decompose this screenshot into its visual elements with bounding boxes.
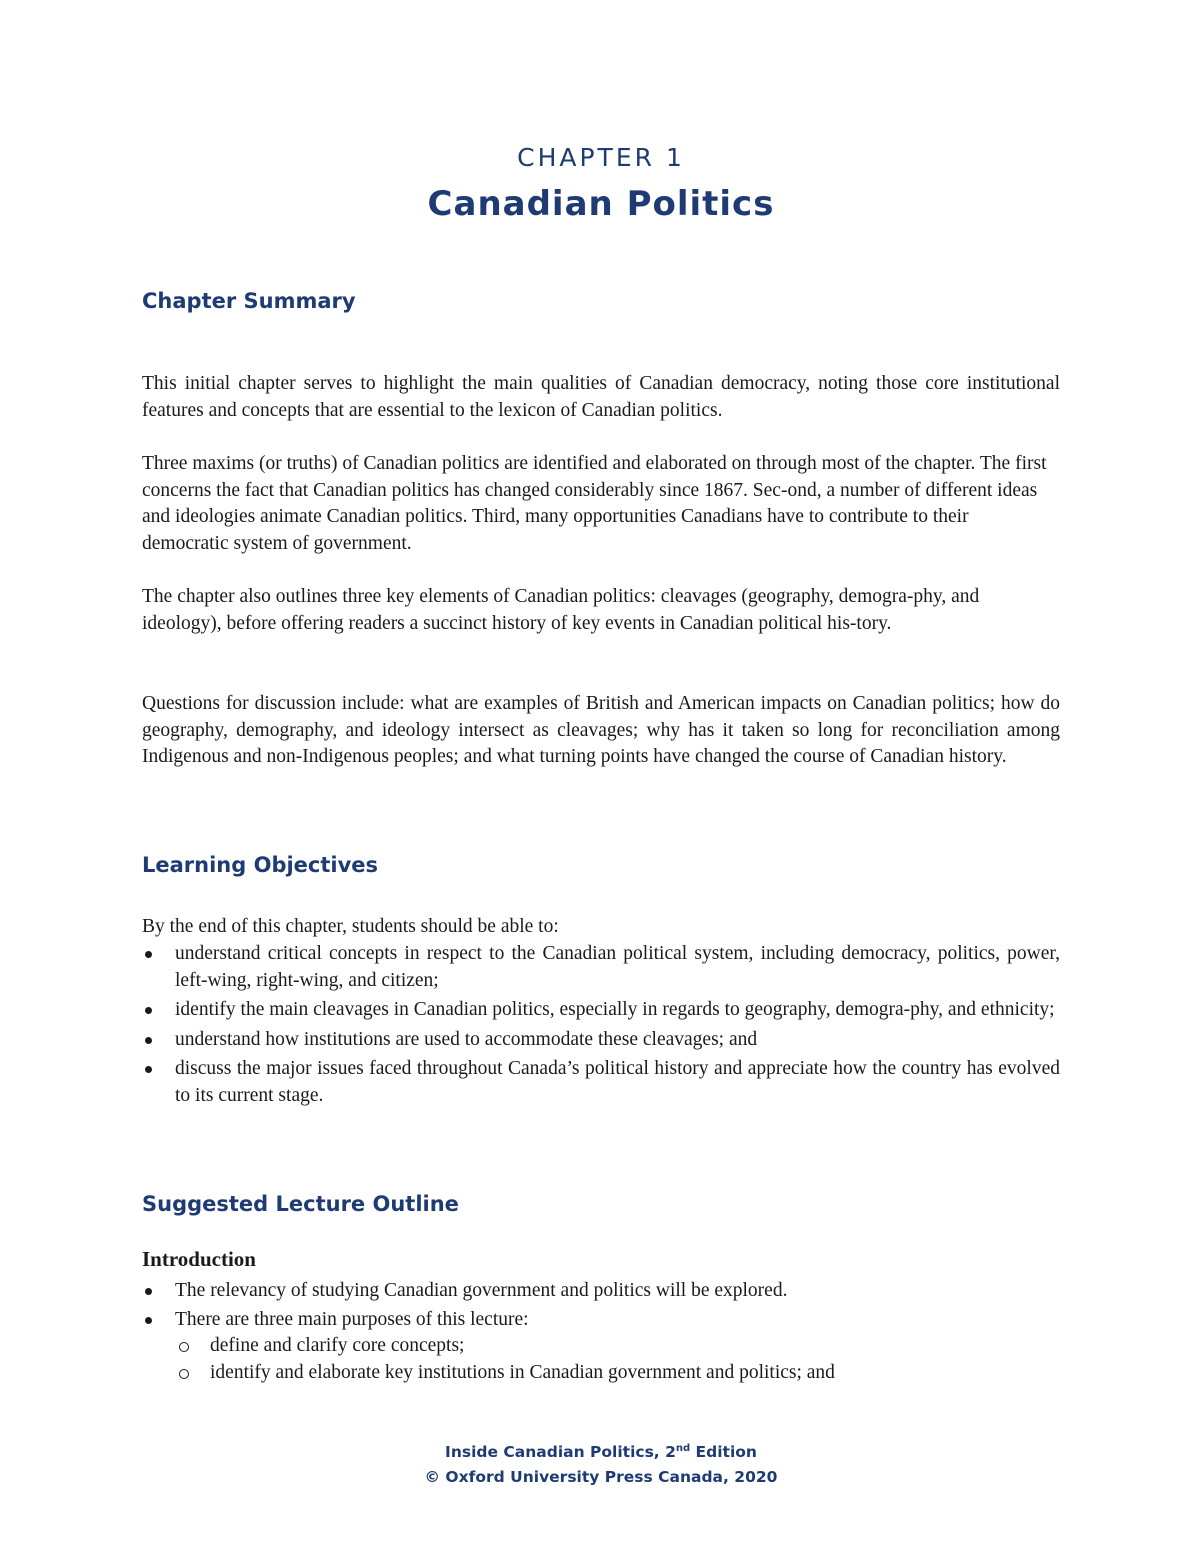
introduction-subheading: Introduction [142, 1247, 256, 1271]
footer-edition-word: Edition [690, 1443, 757, 1462]
chapter-summary-heading: Chapter Summary [142, 289, 356, 313]
list-item: identify the main cleavages in Canadian politics, especially in regards to geography, demogra-phy, and ethnicity; [142, 997, 1060, 1024]
objectives-list [142, 941, 1060, 1112]
list-item: The relevancy of studying Canadian government and politics will be explored. [142, 1278, 1060, 1305]
summary-paragraph-4: Questions for discussion include: what are examples of British and American impacts on Canadian politics; how do geography, demography, and ideology intersect as cleavages; why has it taken so long for reconciliation among Indigenous and non-Indigenous peoples; and what turning points have changed the course of Canadian history. [142, 693, 1060, 767]
chapter-label: CHAPTER 1 [517, 143, 685, 172]
outline-list [142, 1278, 1060, 1386]
footer-ordinal: nd [675, 1443, 691, 1454]
list-item: understand critical concepts in respect to the Canadian political system, including democracy, politics, power, left-wing, right-wing, and citizen; [142, 941, 1060, 994]
page-footer [142, 1436, 1060, 1490]
footer-edition [142, 1436, 1060, 1465]
footer-copyright: © Oxford University Press Canada, 2020 [424, 1468, 778, 1487]
list-item [142, 1307, 1060, 1387]
summary-paragraph-2: Three maxims (or truths) of Canadian politics are identified and elaborated on through most of the chapter. The first concerns the fact that Canadian politics has changed considerably since 1867. Sec-ond, a number of different ideas and ideologies animate Canadian politics. Third, many opportunities Canadians have to contribute to their democratic system of government. [142, 453, 1047, 554]
learning-objectives-heading: Learning Objectives [142, 853, 379, 877]
sub-list-item: define and clarify core concepts; [175, 1333, 1060, 1360]
list-item: discuss the major issues faced throughout Canada’s political history and appreciate how the country has evolved to its current stage. [142, 1056, 1060, 1109]
outline-sub-list [175, 1333, 1060, 1386]
summary-paragraph-1: This initial chapter serves to highlight the main qualities of Canadian democracy, noting those core institutional features and concepts that are essential to the lexicon of Canadian politics. [142, 373, 1060, 421]
list-item: understand how institutions are used to accommodate these cleavages; and [142, 1027, 1060, 1054]
sub-list-item: identify and elaborate key institutions in Canadian government and politics; and [175, 1360, 1060, 1387]
chapter-title: Canadian Politics [427, 184, 775, 224]
summary-paragraph-3: The chapter also outlines three key elements of Canadian politics: cleavages (geography, demogra-phy, and ideology), before offering readers a succinct history of key events in Canadian political his-tory. [142, 586, 980, 634]
objectives-intro: By the end of this chapter, students should be able to: [142, 916, 559, 937]
footer-title: Inside Canadian Politics, 2 [445, 1443, 676, 1462]
lecture-outline-heading: Suggested Lecture Outline [142, 1192, 459, 1216]
list-item-text: There are three main purposes of this lecture: [175, 1308, 529, 1330]
